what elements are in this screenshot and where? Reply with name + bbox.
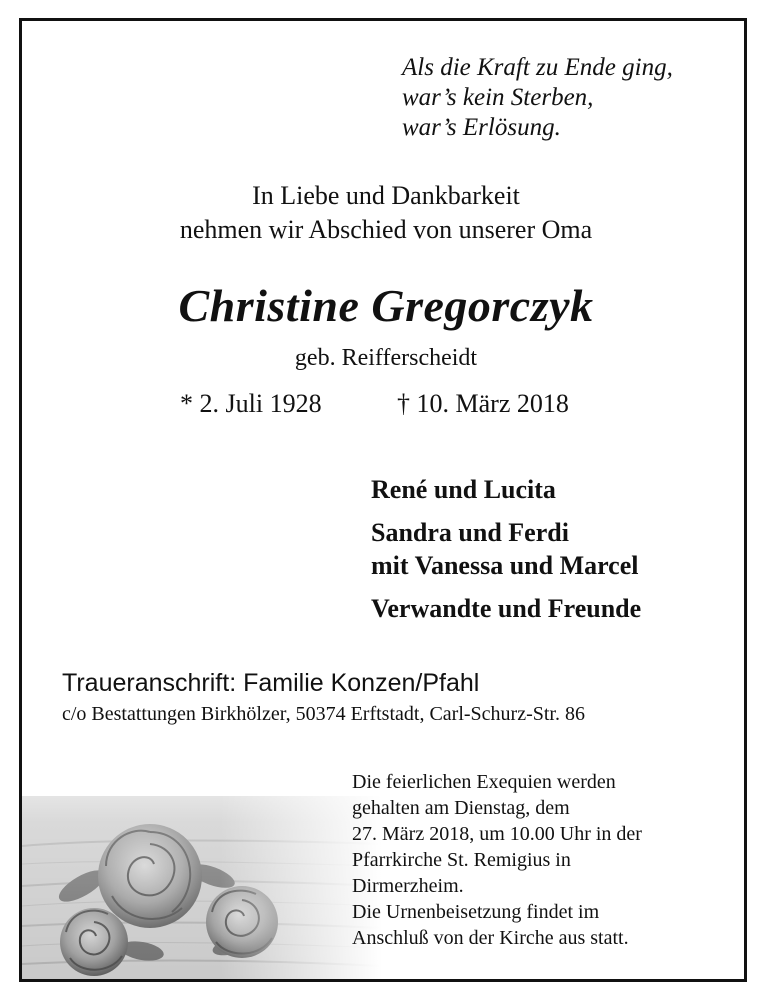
service-line: gehalten am Dienstag, dem: [352, 797, 570, 819]
mourner-group: [371, 473, 641, 506]
mourner-group: [371, 516, 641, 582]
mourner-group: [371, 592, 641, 625]
obituary-frame: [19, 18, 747, 982]
intro-line: nehmen wir Abschied von unserer Oma: [179, 215, 593, 244]
mourner-line: Sandra und Ferdi: [371, 518, 569, 547]
poem-line: war’s kein Sterben,: [402, 84, 594, 111]
death-date: † 10. März 2018: [397, 389, 569, 418]
poem-line: war’s Erlösung.: [402, 114, 561, 141]
service-line: Anschluß von der Kirche aus statt.: [352, 927, 629, 949]
birth-date: * 2. Juli 1928: [180, 389, 322, 418]
mourning-address-title: Traueranschrift: Familie Konzen/Pfahl: [62, 669, 480, 697]
service-line: Die Urnenbeisetzung findet im: [352, 901, 600, 923]
poem-line: Als die Kraft zu Ende ging,: [402, 54, 673, 81]
service-line: 27. März 2018, um 10.00 Uhr in der: [352, 823, 642, 845]
deceased-name: Christine Gregorczyk: [178, 280, 594, 331]
mourner-line: René und Lucita: [371, 475, 556, 504]
birth-name: geb. Reifferscheidt: [294, 345, 478, 371]
service-line: Pfarrkirche St. Remigius in: [352, 849, 571, 871]
intro-line: In Liebe und Dankbarkeit: [252, 181, 520, 210]
service-line: Die feierlichen Exequien werden: [352, 771, 616, 793]
mourning-address-line: c/o Bestattungen Birkhölzer, 50374 Erftstadt, Carl-Schurz-Str. 86: [62, 703, 585, 725]
service-line: Dirmerzheim.: [352, 875, 464, 897]
poem: [402, 53, 673, 143]
roses-image: [22, 736, 382, 982]
mourners-list: [371, 473, 641, 635]
mourner-line: Verwandte und Freunde: [371, 594, 642, 623]
mourner-line: mit Vanessa und Marcel: [371, 551, 639, 580]
intro-text: [22, 179, 747, 247]
service-info: [352, 769, 642, 951]
